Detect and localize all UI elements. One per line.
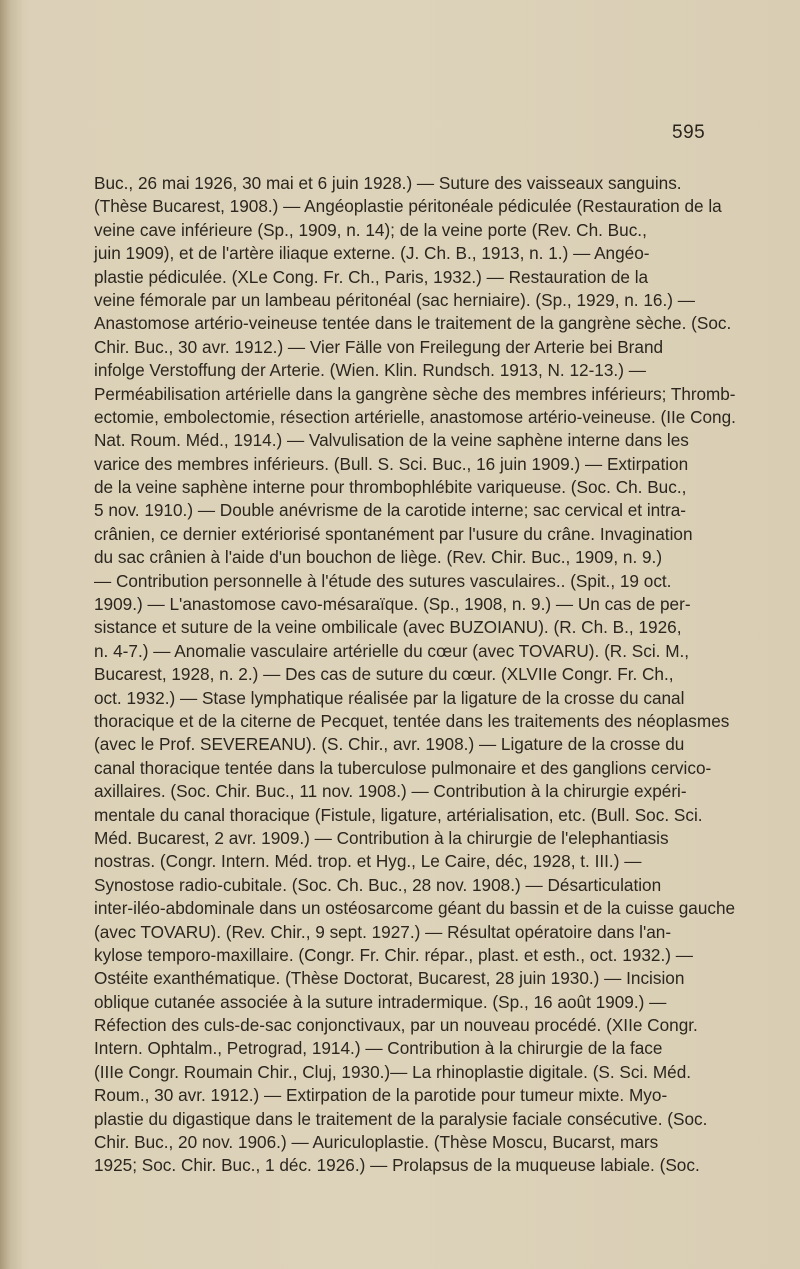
page-number: 595 xyxy=(672,122,706,143)
text-line: axillaires. (Soc. Chir. Buc., 11 nov. 1908.) — Contribution à la chirurgie expéri- xyxy=(94,781,687,802)
text-line: inter-iléo-abdominale dans un ostéosarcome géant du bassin et de la cuisse gauche xyxy=(94,898,736,919)
text-line: n. 4-7.) — Anomalie vasculaire artérielle du cœur (avec TOVARU). (R. Sci. M., xyxy=(94,640,690,661)
text-line: (avec TOVARU). (Rev. Chir., 9 sept. 1927.) — Résultat opératoire dans l'an- xyxy=(94,921,672,942)
text-line: kylose temporo-maxillaire. (Congr. Fr. Chir. répar., plast. et esth., oct. 1932.) — xyxy=(94,944,693,965)
text-line: Ostéite exanthématique. (Thèse Doctorat, Bucarest, 28 juin 1930.) — Incision xyxy=(94,968,685,989)
binding-edge xyxy=(0,0,22,1269)
text-line: veine fémorale par un lambeau péritonéal (sac herniaire). (Sp., 1929, n. 16.) — xyxy=(94,289,695,310)
text-line: Intern. Ophtalm., Petrograd, 1914.) — Contribution à la chirurgie de la face xyxy=(94,1038,663,1059)
text-line: oct. 1932.) — Stase lymphatique réalisée par la ligature de la crosse du canal xyxy=(94,687,685,708)
text-line: crânien, ce dernier extériorisé spontanément par l'usure du crâne. Invagination xyxy=(94,523,693,544)
text-line: 1925; Soc. Chir. Buc., 1 déc. 1926.) — Prolapsus de la muqueuse labiale. (Soc. xyxy=(94,1155,700,1176)
text-line: 5 nov. 1910.) — Double anévrisme de la carotide interne; sac cervical et intra- xyxy=(94,500,686,521)
text-line: infolge Verstoffung der Arterie. (Wien. Klin. Rundsch. 1913, N. 12-13.) — xyxy=(94,360,646,381)
text-line: Roum., 30 avr. 1912.) — Extirpation de la parotide pour tumeur mixte. Myo- xyxy=(94,1085,668,1106)
text-line: de la veine saphène interne pour thrombophlébite variqueuse. (Soc. Ch. Buc., xyxy=(94,477,687,498)
text-line: 1909.) — L'anastomose cavo-mésaraïque. (Sp., 1908, n. 9.) — Un cas de per- xyxy=(94,594,691,615)
text-line: nostras. (Congr. Intern. Méd. trop. et Hyg., Le Caire, déc, 1928, t. III.) — xyxy=(94,851,642,872)
text-line: mentale du canal thoracique (Fistule, ligature, artérialisation, etc. (Bull. Soc. Sci. xyxy=(94,804,703,825)
text-line: canal thoracique tentée dans la tuberculose pulmonaire et des ganglions cervico- xyxy=(94,757,712,778)
text-line: (IIIe Congr. Roumain Chir., Cluj, 1930.)— La rhinoplastie digitale. (S. Sci. Méd. xyxy=(94,1061,692,1082)
text-line: sistance et suture de la veine ombilicale (avec BUZOIANU). (R. Ch. B., 1926, xyxy=(94,617,682,638)
text-line: thoracique et de la citerne de Pecquet, tentée dans les traitements des néoplasmes xyxy=(94,710,730,731)
body-text xyxy=(94,172,736,1178)
text-line: plastie pédiculée. (XLe Cong. Fr. Ch., Paris, 1932.) — Restauration de la xyxy=(94,266,649,287)
text-line: du sac crânien à l'aide d'un bouchon de liège. (Rev. Chir. Buc., 1909, n. 9.) xyxy=(94,547,663,568)
text-line: Bucarest, 1928, n. 2.) — Des cas de suture du cœur. (XLVIIe Congr. Fr. Ch., xyxy=(94,664,674,685)
text-line: — Contribution personnelle à l'étude des sutures vasculaires.. (Spit., 19 oct. xyxy=(94,570,672,591)
text-line: Perméabilisation artérielle dans la gangrène sèche des membres inférieurs; Thromb- xyxy=(94,383,736,404)
text-line: Nat. Roum. Méd., 1914.) — Valvulisation de la veine saphène interne dans les xyxy=(94,430,689,451)
text-line: (avec le Prof. SEVEREANU). (S. Chir., avr. 1908.) — Ligature de la crosse du xyxy=(94,734,685,755)
text-line: veine cave inférieure (Sp., 1909, n. 14); de la veine porte (Rev. Ch. Buc., xyxy=(94,219,647,240)
text-line: Anastomose artério-veineuse tentée dans le traitement de la gangrène sèche. (Soc. xyxy=(94,313,732,334)
text-line: plastie du digastique dans le traitement de la paralysie faciale consécutive. (Soc. xyxy=(94,1108,708,1129)
text-line: varice des membres inférieurs. (Bull. S. Sci. Buc., 16 juin 1909.) — Extirpation xyxy=(94,453,689,474)
text-line: Chir. Buc., 20 nov. 1906.) — Auriculoplastie. (Thèse Moscu, Bucarst, mars xyxy=(94,1132,659,1153)
text-line: juin 1909), et de l'artère iliaque externe. (J. Ch. B., 1913, n. 1.) — Angéo- xyxy=(94,243,650,264)
text-line: Méd. Bucarest, 2 avr. 1909.) — Contribution à la chirurgie de l'elephantiasis xyxy=(94,827,669,848)
text-line: ectomie, embolectomie, résection artérielle, anastomose artério-veineuse. (IIe Cong. xyxy=(94,406,736,427)
text-line: (Thèse Bucarest, 1908.) — Angéoplastie péritonéale pédiculée (Restauration de la xyxy=(94,196,722,217)
text-line: Réfection des culs-de-sac conjonctivaux, par un nouveau procédé. (XIIe Congr. xyxy=(94,1015,698,1036)
text-line: Chir. Buc., 30 avr. 1912.) — Vier Fälle von Freilegung der Arterie bei Brand xyxy=(94,336,664,357)
text-line: Buc., 26 mai 1926, 30 mai et 6 juin 1928.) — Suture des vaisseaux sanguins. xyxy=(94,173,682,193)
text-line: Synostose radio-cubitale. (Soc. Ch. Buc., 28 nov. 1908.) — Désarticulation xyxy=(94,874,662,895)
text-line: oblique cutanée associée à la suture intradermique. (Sp., 16 août 1909.) — xyxy=(94,991,667,1012)
